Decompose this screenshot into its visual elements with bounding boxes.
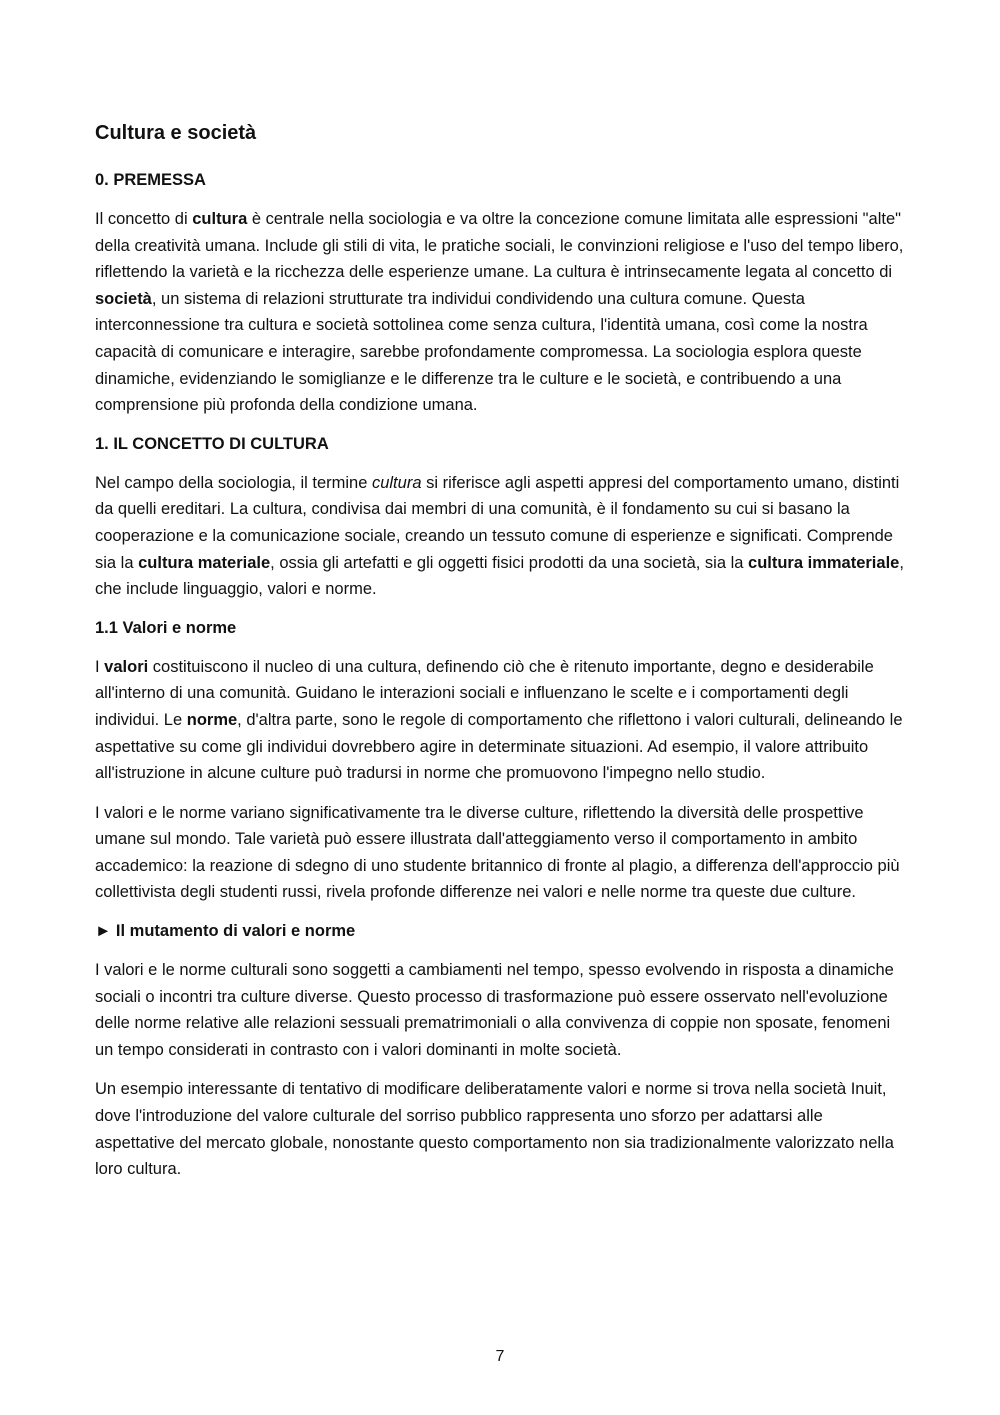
paragraph-premessa: Il concetto di cultura è centrale nella sociologia e va oltre la concezione comune limitata alle espressioni "alte" della creatività umana. Include gli stili di vita, le pratiche sociali, le convinzioni religiose e l'uso del tempo libero, riflettendo la varietà e la ricchezza delle esperienze umane. La cultura è intrinsecamente legata al concetto di società, un sistema di relazioni strutturate tra individui condividendo una cultura comune. Questa interconnessione tra cultura e società sottolinea come senza cultura, l'identità umana, così come la nostra capacità di comunicare e interagire, sarebbe profondamente compromessa. La sociologia esplora queste dinamiche, evidenziando le somiglianze e le differenze tra le culture e le società, e contribuendo a una comprensione più profonda della condizione umana.: [95, 210, 904, 415]
paragraph-mutamento-1: I valori e le norme culturali sono soggetti a cambiamenti nel tempo, spesso evolvendo in risposta a dinamiche sociali o incontri tra culture diverse. Questo processo di trasformazione può essere osservato nell'evoluzione delle norme relative alle relazioni sessuali prematrimoniali o alla convivenza di coppie non sposate, fenomeni un tempo considerati in contrasto con i valori dominanti in molte società.: [95, 961, 894, 1059]
page-number: 7: [495, 1348, 505, 1365]
heading-premessa: 0. PREMESSA: [95, 171, 206, 189]
bold-cultura: cultura: [192, 210, 248, 228]
document-title: Cultura e società: [95, 122, 257, 144]
heading-valori-norme: 1.1 Valori e norme: [95, 618, 237, 637]
heading-mutamento: ► Il mutamento di valori e norme: [95, 922, 356, 941]
paragraph-mutamento-2: Un esempio interessante di tentativo di modificare deliberatamente valori e norme si trova nella società Inuit, dove l'introduzione del valore culturale del sorriso pubblico rappresenta uno sforzo per adattarsi alle aspettative del mercato globale, nonostante questo comportamento non sia tradizionalmente valorizzato nella loro cultura.: [95, 1080, 894, 1179]
bold-societa: società: [95, 289, 152, 308]
bold-norme: norme: [186, 710, 238, 729]
bold-valori: valori: [104, 657, 149, 676]
heading-concetto-cultura: 1. IL CONCETTO DI CULTURA: [95, 434, 329, 453]
bold-cultura-materiale: cultura materiale: [138, 553, 271, 572]
paragraph-valori-norme-1: I valori costituiscono il nucleo di una cultura, definendo ciò che è ritenuto importante, degno e desiderabile all'interno di una comunità. Guidano le interazioni sociali e influenzano le scelte e i comportamenti degli individui. Le norme, d'altra parte, sono le regole di comportamento che riflettono i valori culturali, delineando le aspettative su come gli individui dovrebbero agire in determinate situazioni. Ad esempio, il valore attribuito all'istruzione in alcune culture può tradursi in norme che promuovono l'impegno nello studio.: [95, 657, 903, 783]
paragraph-valori-norme-2: I valori e le norme variano significativamente tra le diverse culture, riflettendo la diversità delle prospettive umane sul mondo. Tale varietà può essere illustrata dall'atteggiamento verso il comportamento in ambito accademico: la reazione di sdegno di uno studente britannico di fronte al plagio, a differenza dell'approccio più collettivista degli studenti russi, rivela profonde differenze nei valori e nelle norme tra queste due culture.: [95, 803, 900, 902]
paragraph-concetto-cultura: Nel campo della sociologia, il termine cultura si riferisce agli aspetti appresi del comportamento umano, distinti da quelli ereditari. La cultura, condivisa dai membri di una comunità, è il fondamento su cui si basano la cooperazione e la comunicazione sociale, creando un tessuto comune di esperienze e significati. Comprende sia la cultura materiale, ossia gli artefatti e gli oggetti fisici prodotti da una società, sia la cultura immateriale, che include linguaggio, valori e norme.: [95, 473, 904, 599]
bold-cultura-immateriale: cultura immateriale: [748, 553, 900, 572]
page-content: [95, 118, 905, 1196]
italic-cultura: cultura: [371, 473, 422, 492]
